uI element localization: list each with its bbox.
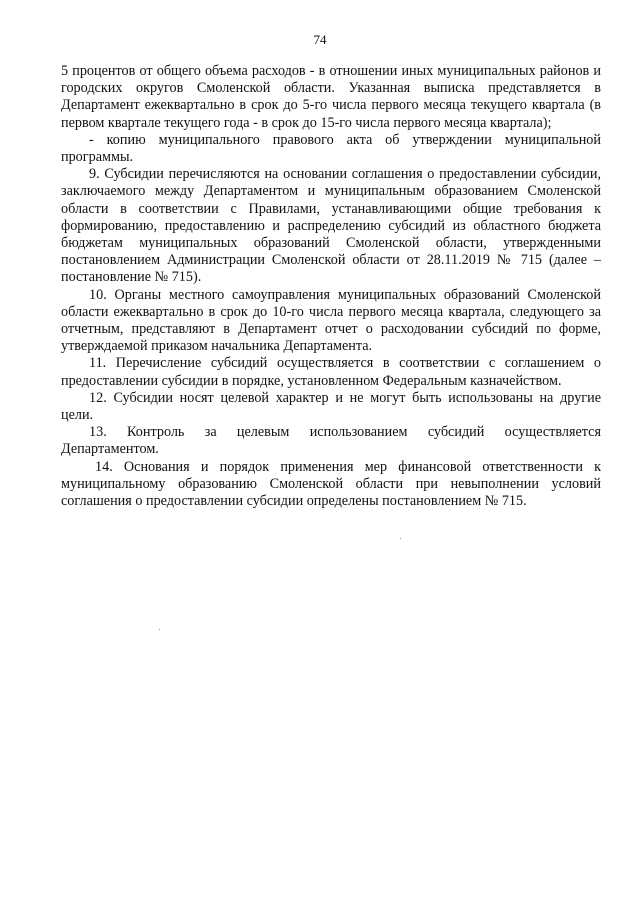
paragraph-continuation: 5 процентов от общего объема расходов - в отношении иных муниципальных районов и городских округов Смоленской области. Указанная выписка представляется в Департамент ежеквартально в срок до 5-го числа первого месяца текущего квартала (в первом квартале текущего года - в срок до 15-го числа первого месяца квартала);: [61, 63, 601, 131]
scan-speck: [159, 629, 160, 630]
paragraph-9: 9. Субсидии перечисляются на основании соглашения о предоставлении субсидии, заключаемого между Департаментом и муниципальным образованием Смоленской области в соответствии с Правилами, устанавливающими общие требования к формированию, предоставлению и распределению субсидий из областного бюджета бюджетам муниципальных образований Смоленской области, утвержденными постановлением Администрации Смоленской области от 28.11.2019 № 715 (далее – постановление № 715).: [61, 166, 601, 286]
paragraph-13: 13. Контроль за целевым использованием субсидий осуществляется Департаментом.: [61, 424, 601, 458]
scan-speck: [400, 538, 401, 539]
paragraph-program-copy: - копию муниципального правового акта об утверждении муниципальной программы.: [61, 131, 601, 166]
paragraph-12: 12. Субсидии носят целевой характер и не могут быть использованы на другие цели.: [61, 389, 601, 424]
document-body: [61, 63, 601, 510]
paragraph-14: 14. Основания и порядок применения мер финансовой ответственности к муниципальному образованию Смоленской области при невыполнении условий соглашения о предоставлении субсидии определены постановлением № 715.: [61, 458, 601, 510]
paragraph-10: 10. Органы местного самоуправления муниципальных образований Смоленской области ежеквартально в срок до 10-го числа первого месяца квартала, следующего за отчетным, представляют в Департамент отчет о расходовании субсидий по форме, утверждаемой приказом начальника Департамента.: [61, 286, 601, 355]
page-number: 74: [313, 32, 327, 47]
paragraph-11: 11. Перечисление субсидий осуществляется в соответствии с соглашением о предоставлении субсидии в порядке, установленном Федеральным казначейством.: [61, 355, 601, 389]
